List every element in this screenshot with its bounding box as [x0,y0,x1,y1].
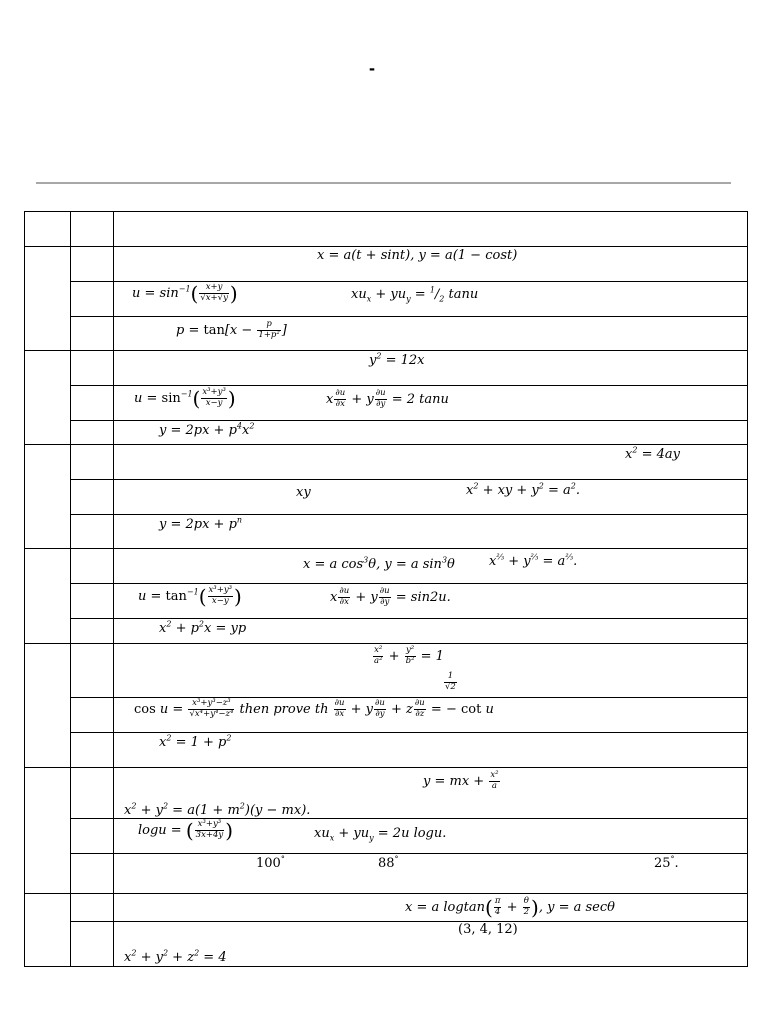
math-expression: xy [296,485,311,500]
table-row [25,854,748,894]
part-label-cell [71,894,114,922]
part-label-cell [71,698,114,733]
question-cell [114,480,748,515]
math-expression: x $\frac{\partial u}{\partial x}$ + y $\frac{\partial u}{\partial y}$ = 2 tanu [326,388,449,409]
header-divider [36,182,731,184]
question-cell [114,282,748,317]
math-expression: x $\frac{\partial u}{\partial x}$ + y $\frac{\partial u}{\partial y}$ = sin2u. [330,586,451,607]
math-expression: $x^{\frac{2}{3}} + y^{\frac{2}{3}} = a^{\frac{2}{3}}$. [489,552,578,569]
angle-value: 25°. [654,854,679,871]
table-row [25,515,748,549]
question-cell [114,317,748,351]
part-label-cell [71,922,114,967]
math-expression: logu = ( $\frac{\text{x³+y³}}{3x+4y}$ ) [138,818,234,843]
question-cell [114,386,748,421]
angle-value: 100° [256,854,285,871]
part-label-cell [71,282,114,317]
header-cell-number [25,212,71,247]
part-label-cell [71,351,114,386]
table-header-row [25,212,748,247]
header-cell-sub [71,212,114,247]
question-table [24,211,748,967]
table-row [25,282,748,317]
math-expression: x = a logtan( $\frac{\pi}{4}$ + $\frac{\theta}{2}$ ), y = a secθ [405,895,615,920]
part-label-cell [71,644,114,698]
question-cell [114,894,748,922]
math-expression: $u = \sin^{-1}$( $\frac{x+y}{√x+√y}$ ) [132,281,238,306]
question-number-cell [25,247,71,351]
question-cell [114,247,748,282]
table-row [25,445,748,480]
part-label-cell [71,733,114,768]
table-row [25,922,748,967]
math-expression: (3, 4, 12) [458,922,518,937]
table-row [25,894,748,922]
table-row [25,247,748,282]
part-label-cell [71,819,114,854]
question-cell [114,768,748,819]
math-expression: $u = \tan^{-1}$( $\frac{\text{x³+y³}}{x-y}$ ) [138,584,242,609]
question-cell [114,549,748,584]
math-expression: cos u = $\frac{\text{x³+y³−z³}}{\text{√x⁴+y⁴−z⁴}}$ then prove th $\frac{\partial u}{\partial x}$ + y $\frac{\partial u}{\partial y}$ + z $\frac{\partial u}{\partial z}$ = − cot u [134,698,494,719]
part-label-cell [71,421,114,445]
math-expression: p = tan[x − $\frac{p}{\text{1+p²}}$ ] [176,319,287,340]
part-label-cell [71,515,114,549]
table-row [25,317,748,351]
part-label-cell [71,317,114,351]
math-expression: x = a $\cos^3\theta$, y = a $\sin^3\theta$ [303,555,455,572]
math-expression: $y = 2px + p^4x^2$ [159,421,255,438]
part-label-cell [71,854,114,894]
math-expression: $\frac{1}{√2}$ [445,671,456,692]
table-row [25,480,748,515]
question-cell [114,819,748,854]
question-number-cell [25,894,71,967]
math-expression: $xu_x + yu_y = ^1/_2$ tanu [351,285,479,304]
table-row [25,386,748,421]
question-number-cell [25,549,71,644]
question-number-cell [25,445,71,549]
part-label-cell [71,247,114,282]
table-row [25,351,748,386]
table-row [25,584,748,619]
part-label-cell [71,445,114,480]
math-expression: $y^2 = 12x$ [369,351,425,368]
part-label-cell [71,619,114,644]
question-number-cell [25,644,71,768]
math-expression: $y = 2px + p^n$ [159,515,243,532]
math-expression: y = mx + $\frac{\text{x²}}{a}$ [423,770,499,791]
question-cell [114,445,748,480]
question-cell [114,619,748,644]
table-row [25,619,748,644]
table-row [25,768,748,819]
question-cell [114,584,748,619]
math-expression: $x^2 + y^2 = a(1 + m^2)(y - mx)$. [124,801,311,818]
question-cell [114,644,748,698]
part-label-cell [71,584,114,619]
math-expression: $x^2$ + xy + $y^2 = a^2$. [466,481,581,498]
table-row [25,421,748,445]
question-cell [114,854,748,894]
question-cell [114,922,748,967]
math-expression: $\frac{\text{x²}}{\text{a²}}$ + $\frac{\text{y²}}{\text{b²}}$ = 1 [374,645,444,666]
question-cell [114,351,748,386]
part-label-cell [71,480,114,515]
math-expression: $x^2 + p^2x$ = yp [159,619,247,636]
part-label-cell [71,768,114,819]
part-label-cell [71,549,114,584]
math-expression: $x^2 = 1 + p^2$ [159,733,232,750]
math-expression: $x^2 + y^2 + z^2 = 4$ [124,948,227,965]
question-number-cell [25,768,71,894]
question-cell [114,421,748,445]
math-expression: $xu_x + yu_y = 2u$ logu. [314,826,447,843]
header-dash: - [369,58,375,78]
table-row [25,698,748,733]
header-cell-question [114,212,748,247]
table-row [25,819,748,854]
angle-value: 88° [378,854,399,871]
question-cell [114,733,748,768]
table-row [25,644,748,698]
math-expression: $u = \sin^{-1}$( $\frac{\text{x³+y³}}{x-y}$ ) [134,386,236,411]
question-number-cell [25,351,71,445]
math-expression: x = a(t + sint), y = a(1 − cost) [317,248,518,263]
question-cell [114,698,748,733]
part-label-cell [71,386,114,421]
table-row [25,549,748,584]
table-row [25,733,748,768]
question-cell [114,515,748,549]
math-expression: $x^2 = 4ay$ [625,445,680,462]
